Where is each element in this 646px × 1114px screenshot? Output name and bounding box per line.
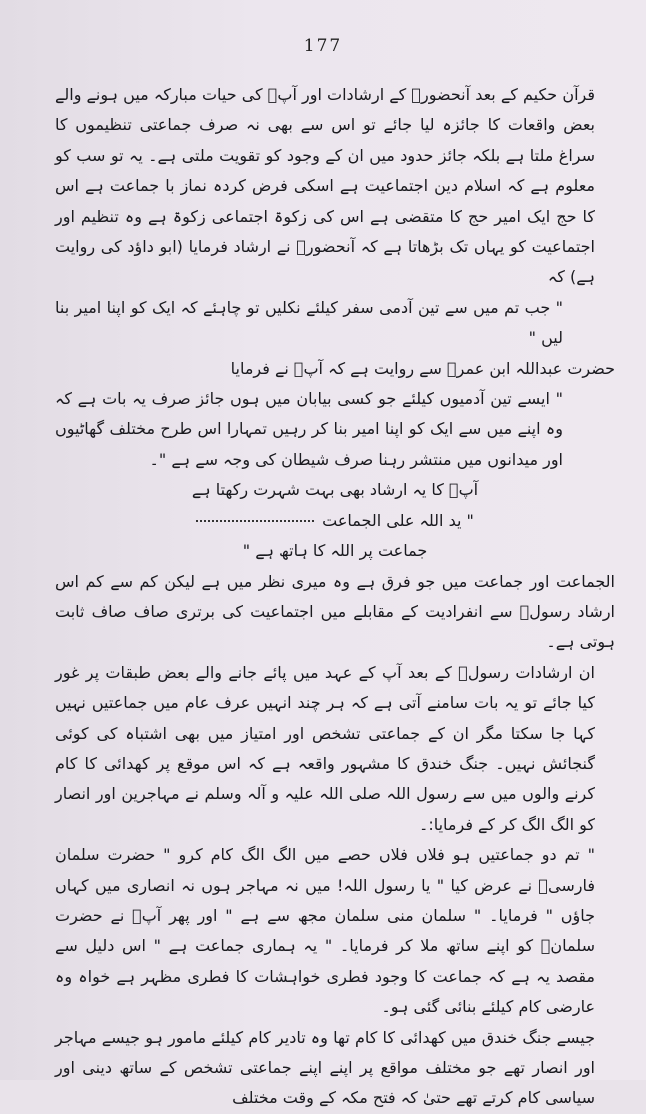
page-number: 177 <box>303 36 343 56</box>
paragraph: الجماعت اور جماعت میں جو فرق ہے وہ میری نظر میں ہے لیکن کم سے کم اس ارشاد رسولؐ سے انفرادیت کے مقابلے میں اجتماعیت کی برتری صاف صاف ثابت ہوتی ہے۔ <box>55 571 615 652</box>
hadith-quote: " ایسے تین آدمیوں کیلئے جو کسی بیابان میں ہوں جائز صرف یہ بات ہے کہ وہ اپنے میں سے ایک کو اپنا امیر بنا کر رہیں تمہارا اس طرح مختلف گھاٹیوں اور میدانوں میں منتشر رہنا صرف شیطان کی وجہ سے ہے "۔ <box>55 389 563 469</box>
paragraph: حضرت عبداللہ ابن عمرؓ سے روایت ہے کہ آپؐ نے فرمایا <box>230 358 615 378</box>
translation-quote: جماعت پر اللہ کا ہاتھ ہے " <box>242 541 428 561</box>
arabic-quote: " ید اللہ علی الجماعت <box>322 510 474 530</box>
paragraph: جیسے جنگ خندق میں کھدائی کا کام تھا وہ تادیر کام کیلئے مامور ہو جیسے مہاجر اور انصار تھے جو مختلف مواقع پر اپنے اپنے جماعتی تشخص کے ساتھ دینی اور سیاسی کام کرتے تھے حتیٰ کہ فتح مکہ کے وقت مختلف <box>55 1027 595 1108</box>
page-text <box>55 80 615 1114</box>
paragraph: قرآن حکیم کے بعد آنحضورؐ کے ارشادات اور آپؐ کی حیات مبارکہ میں ہونے والے بعض واقعات کا جائزہ لیا جائے تو اس سے بھی نہ صرف جماعتی تنظیموں کا سراغ ملتا ہے بلکہ جائز حدود میں ان کے وجود کو تقویت ملتی ہے۔ یہ تو سب کو معلوم ہے کہ اسلام دین اجتماعیت ہے اسکی فرض کردہ نماز با جماعت ہے اس کا حج ایک امیر حج کا متقضی ہے اس کی زکوۃ اجتماعی زکوۃ ہے وہ تنظیم اور اجتماعیت کو یہاں تک بڑھاتا ہے کہ آنحضورؐ نے ارشاد فرمایا (ابو داؤد کی روایت ہے) کہ <box>55 85 595 287</box>
hadith-quote: " جب تم میں سے تین آدمی سفر کیلئے نکلیں تو چاہئے کہ ایک کو اپنا امیر بنا لیں " <box>55 297 563 348</box>
paragraph: ان ارشادات رسولؐ کے بعد آپ کے عہد میں پائے جانے والے بعض طبقات پر غور کیا جائے تو یہ بات سامنے آتی ہے کہ ہر چند انہیں عرف عام میں جماعتیں نہیں کہا جا سکتا مگر ان کے جماعتی تشخص اور امتیاز میں بھی اشتباہ کی کوئی گنجائش نہیں۔ جنگ خندق کا مشہور واقعہ ہے کہ اس موقع پر کھدائی کا کام کرنے والوں میں سے رسول اللہ صلی اللہ علیہ و آلہ وسلم نے مہاجرین اور انصار کو الگ الگ کر کے فرمایا:۔ <box>55 662 595 834</box>
paragraph: " تم دو جماعتیں ہو فلاں فلاں حصے میں الگ الگ کام کرو " حضرت سلمان فارسیؓ نے عرض کیا " یا رسول اللہ! میں نہ مہاجر ہوں نہ انصاری میں کہاں جاؤں " فرمایا۔ " سلمان منی سلمان مجھ سے ہے " اور پھر آپؐ نے حضرت سلمانؓ کو اپنے ساتھ ملا کر فرمایا۔ " یہ ہماری جماعت ہے " اس دلیل سے مقصد یہ ہے کہ جماعت کا وجود فطری خواہشات کا فطری مظہر ہے خواہ وہ عارضی کام کیلئے بنائی گئی ہو۔ <box>55 845 595 1017</box>
arabic-quote-line <box>55 506 615 536</box>
paragraph: آپؐ کا یہ ارشاد بھی بہت شہرت رکھتا ہے <box>191 480 479 500</box>
dotted-separator <box>196 520 314 522</box>
